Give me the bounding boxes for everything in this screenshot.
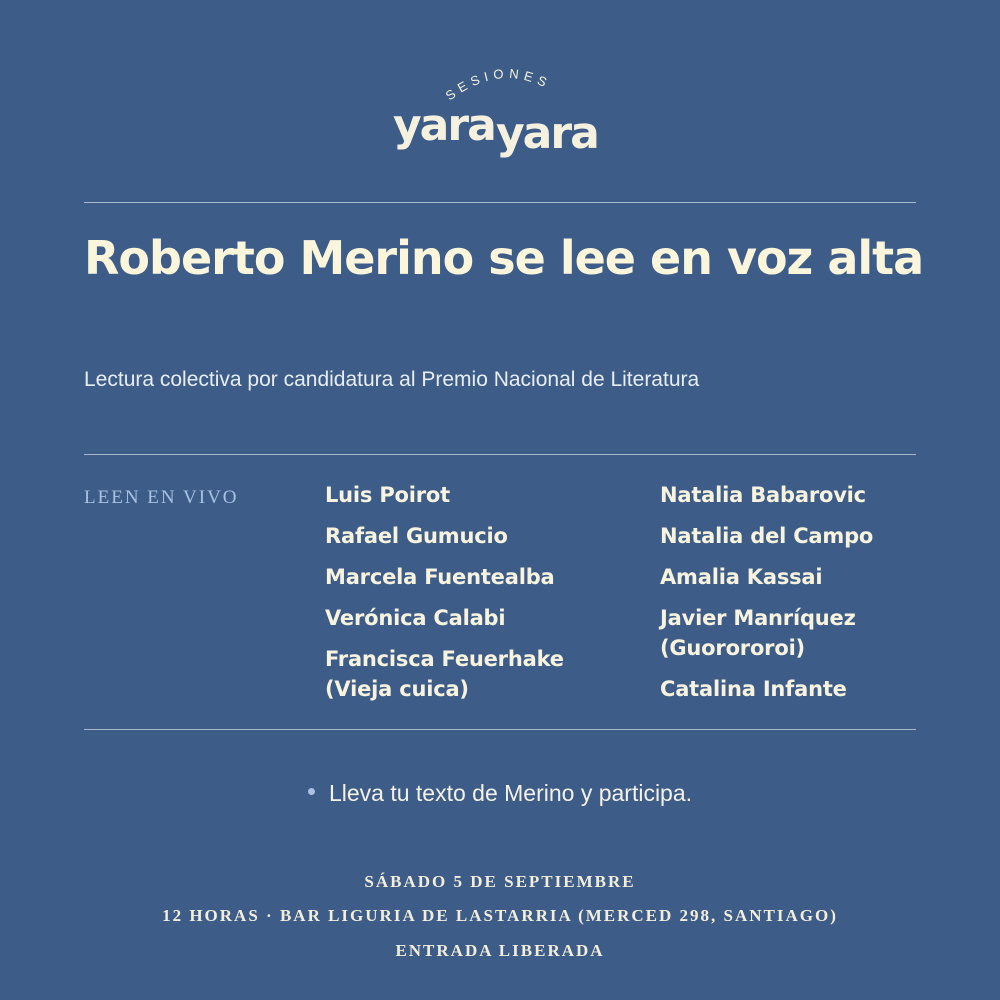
participation-note [0,778,1000,808]
reader-name: Luis Poirot [325,483,450,507]
bullet-dot-icon [308,788,315,795]
reader-name: Francisca Feuerhake (Vieja cuica) [325,647,564,701]
readers-list-right [660,480,960,715]
reader-name: Rafael Gumucio [325,524,508,548]
participation-note-text: Lleva tu texto de Merino y participa. [328,780,693,806]
reader-name: Verónica Calabi [325,606,506,630]
event-time-place: 12 HORAS · BAR LIGURIA DE LASTARRIA (MERCED 298, SANTIAGO) [162,906,838,925]
sesiones-yarayara-logo [390,60,620,160]
reader-name: Javier Manríquez (Guorororoi) [660,606,856,660]
logo-brand-part1: yara [393,100,495,151]
top-divider [84,202,916,203]
readers-list-left [325,480,645,715]
event-entry: ENTRADA LIBERADA [395,941,605,960]
reader-name: Marcela Fuentealba [325,565,555,589]
reader-name: Catalina Infante [660,677,847,701]
reader-name: Natalia Babarovic [660,483,866,507]
event-date: SÁBADO 5 DE SEPTIEMBRE [364,872,636,891]
readers-label: LEEN EN VIVO [84,487,239,508]
logo-top-text: SESIONES [442,65,554,104]
reader-name: Amalia Kassai [660,565,823,589]
event-subtitle: Lectura colectiva por candidatura al Premio Nacional de Literatura [84,368,700,391]
reader-name: Natalia del Campo [660,524,874,548]
logo-brand-part2: yara [496,108,598,159]
event-title: Roberto Merino se lee en voz alta [84,231,924,285]
middle-divider [84,454,916,455]
bottom-divider [84,729,916,730]
